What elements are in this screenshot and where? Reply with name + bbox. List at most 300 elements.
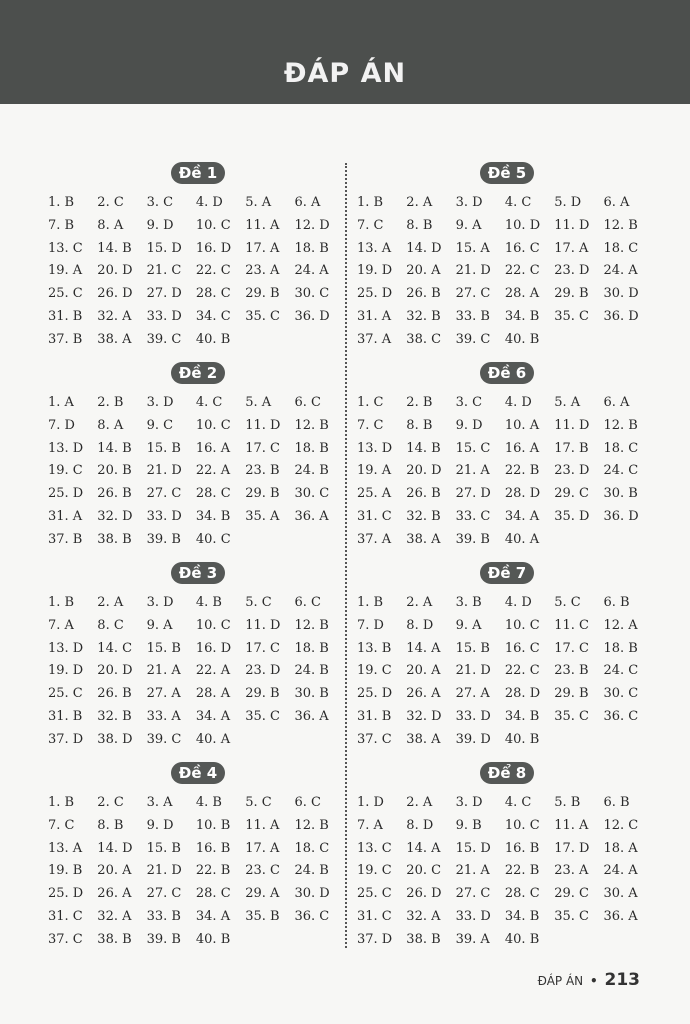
answer-item: 26. B (97, 686, 132, 702)
answer-item: 22. C (504, 263, 540, 279)
answer-item: 19. A (357, 463, 392, 479)
answer-item: 2. A (406, 195, 433, 210)
answer-item: 27. C (146, 886, 182, 902)
answer-item: 28. C (195, 486, 231, 502)
answer-item: 28. A (195, 686, 231, 702)
answer-item: 23. C (245, 863, 280, 879)
answer-item: 9. A (455, 217, 482, 233)
answer-item: 4. B (195, 795, 222, 810)
answer-item: 20. C (406, 863, 442, 879)
answer-item: 10. A (504, 417, 540, 433)
answer-item: 35. B (245, 908, 280, 924)
answer-item: 22. B (504, 863, 540, 879)
answer-item: 13. D (48, 640, 84, 656)
answer-item: 18. C (603, 440, 639, 456)
answer-item: 32. B (97, 708, 132, 724)
answer-item: 4. B (195, 595, 222, 610)
answer-item: 1. C (357, 395, 384, 410)
answer-item: 35. C (554, 908, 589, 924)
answer-item: 6. A (603, 395, 630, 410)
answer-item: 10. D (504, 217, 541, 233)
answer-item: 15. B (146, 640, 181, 656)
answer-item: 15. D (146, 240, 182, 256)
answer-item: 28. C (504, 886, 540, 902)
answer-item: 30. B (603, 486, 638, 502)
answer-item: 33. D (455, 708, 491, 724)
answer-item: 17. C (245, 640, 280, 656)
answer-item: 15. A (455, 240, 490, 256)
answer-item: 36. A (294, 508, 329, 524)
answer-item: 14. A (406, 640, 441, 656)
answer-item: 25. C (48, 286, 83, 302)
answer-item: 19. D (357, 263, 393, 279)
answer-item: 34. C (195, 308, 231, 324)
answer-item: 40. B (195, 331, 231, 347)
answer-item: 22. C (504, 663, 540, 679)
answer-item: 36. D (603, 508, 639, 524)
answer-item: 21. A (146, 663, 181, 679)
answer-item: 25. D (48, 886, 84, 902)
answer-item: 4. D (504, 595, 532, 610)
answer-item: 40. B (195, 931, 231, 947)
answer-grid (48, 792, 348, 952)
answer-item: 12. B (603, 217, 638, 233)
answer-item: 19. D (48, 663, 84, 679)
answer-item: 16. C (504, 240, 540, 256)
answer-item: 31. C (357, 508, 392, 524)
answer-item: 10. B (195, 817, 231, 833)
answer-item: 23. D (554, 463, 590, 479)
answer-section (48, 362, 348, 562)
answer-item: 14. C (97, 640, 133, 656)
answer-item: 29. C (554, 886, 589, 902)
answer-item: 37. B (48, 531, 83, 547)
answer-item: 38. C (406, 331, 442, 347)
section-title: Đề 7 (480, 562, 534, 584)
answer-item: 33. D (455, 908, 491, 924)
answer-item: 27. D (455, 486, 491, 502)
answer-item: 6. C (294, 795, 321, 810)
answer-item: 27. A (455, 686, 490, 702)
answer-item: 20. A (97, 863, 132, 879)
answer-item: 38. A (406, 731, 441, 747)
answer-item: 22. B (195, 863, 231, 879)
answer-item: 11. D (245, 417, 281, 433)
answer-item: 25. D (357, 286, 393, 302)
answer-item: 9. C (146, 417, 174, 433)
answer-item: 14. B (97, 240, 132, 256)
answer-item: 27. C (455, 886, 491, 902)
answer-item: 7. C (357, 217, 384, 233)
answer-item: 18. A (603, 840, 638, 856)
answer-item: 13. A (48, 840, 83, 856)
answer-item: 25. A (357, 486, 392, 502)
answer-item: 6. B (603, 595, 630, 610)
section-title: Đề 6 (480, 362, 534, 384)
answer-item: 27. C (146, 486, 182, 502)
answer-item: 8. B (97, 817, 124, 833)
answer-item: 32. D (97, 508, 133, 524)
answer-item: 39. D (455, 731, 491, 747)
answer-grid (48, 192, 348, 352)
answer-item: 24. A (294, 263, 329, 279)
answer-item: 24. C (603, 463, 639, 479)
answer-item: 13. C (48, 240, 83, 256)
answer-item: 17. A (554, 240, 589, 256)
answer-item: 26. B (406, 486, 441, 502)
answer-item: 38. B (97, 531, 132, 547)
answer-item: 14. D (406, 240, 442, 256)
answer-item: 32. B (406, 508, 441, 524)
answer-item: 18. C (294, 840, 330, 856)
answer-item: 21. A (455, 863, 490, 879)
answer-item: 23. A (245, 263, 280, 279)
answer-item: 3. D (146, 395, 174, 410)
answer-item: 29. C (554, 486, 589, 502)
answer-item: 26. D (97, 286, 133, 302)
answer-item: 37. A (357, 331, 392, 347)
answer-item: 7. A (357, 817, 383, 833)
answer-item: 29. A (245, 886, 280, 902)
answer-item: 4. C (504, 195, 532, 210)
answer-item: 1. B (357, 195, 384, 210)
answer-item: 28. D (504, 486, 541, 502)
answer-item: 29. B (245, 686, 280, 702)
answer-item: 6. B (603, 795, 630, 810)
answer-item: 39. B (146, 531, 181, 547)
answer-item: 8. B (406, 417, 433, 433)
answer-item: 35. A (245, 508, 280, 524)
answer-item: 30. D (294, 886, 330, 902)
answer-item: 31. B (48, 708, 83, 724)
left-column (48, 162, 348, 962)
answer-item: 15. C (455, 440, 491, 456)
answer-item: 12. A (603, 617, 638, 633)
answer-item: 3. C (455, 395, 483, 410)
answer-item: 33. B (146, 908, 181, 924)
answer-item: 34. B (504, 708, 540, 724)
section-title: Đề 2 (171, 362, 225, 384)
answer-item: 20. D (97, 663, 133, 679)
answer-section (357, 162, 657, 362)
answer-item: 40. C (195, 531, 231, 547)
answer-item: 33. B (455, 308, 490, 324)
answer-item: 27. D (146, 286, 182, 302)
answer-item: 11. D (554, 217, 590, 233)
answer-item: 26. A (97, 886, 132, 902)
answer-item: 9. B (455, 817, 482, 833)
answer-item: 15. B (455, 640, 490, 656)
footer-separator: • (590, 974, 598, 988)
page-number: 213 (604, 970, 640, 990)
answer-item: 16. D (195, 240, 232, 256)
answer-item: 26. A (406, 686, 441, 702)
answer-item: 16. D (195, 640, 232, 656)
answer-item: 37. A (357, 531, 392, 547)
answer-item: 39. C (146, 731, 182, 747)
answer-item: 35. C (245, 308, 280, 324)
answer-item: 23. B (245, 463, 280, 479)
answer-item: 19. C (48, 463, 83, 479)
answer-item: 32. D (406, 708, 442, 724)
answer-item: 36. A (294, 708, 329, 724)
answer-item: 20. D (406, 463, 442, 479)
answer-item: 28. C (195, 286, 231, 302)
answer-item: 23. D (554, 263, 590, 279)
answer-item: 36. C (603, 708, 639, 724)
answer-item: 37. D (48, 731, 84, 747)
answer-item: 1. A (48, 395, 74, 410)
answer-item: 3. A (146, 795, 173, 810)
answer-item: 35. C (554, 708, 589, 724)
answer-item: 39. A (455, 931, 490, 947)
answer-item: 9. D (146, 217, 174, 233)
answer-item: 31. B (48, 308, 83, 324)
answer-section (357, 362, 657, 562)
answer-item: 9. D (455, 417, 483, 433)
answer-item: 2. A (406, 795, 433, 810)
answer-item: 11. D (245, 617, 281, 633)
answer-item: 27. A (146, 686, 181, 702)
answer-item: 3. D (455, 195, 483, 210)
answer-item: 31. A (357, 308, 392, 324)
answer-item: 2. A (97, 595, 124, 610)
answer-item: 8. D (406, 617, 434, 633)
answer-grid (357, 192, 657, 352)
answer-item: 23. D (245, 663, 281, 679)
answer-item: 12. B (294, 817, 329, 833)
page-title: ĐÁP ÁN (283, 58, 407, 89)
answer-item: 34. A (195, 908, 231, 924)
answer-item: 17. A (245, 840, 280, 856)
answer-item: 18. B (294, 240, 329, 256)
answer-item: 5. A (554, 395, 581, 410)
answer-item: 34. B (504, 908, 540, 924)
answer-item: 12. C (603, 817, 639, 833)
answer-item: 30. B (294, 686, 329, 702)
answer-item: 36. A (603, 908, 638, 924)
answer-item: 34. B (504, 308, 540, 324)
answer-item: 1. D (357, 795, 384, 810)
page-header (0, 0, 690, 104)
answer-item: 29. B (554, 686, 589, 702)
answer-item: 7. B (48, 217, 75, 233)
answer-grid (357, 792, 657, 952)
answer-item: 1. B (48, 795, 75, 810)
answer-item: 23. B (554, 663, 589, 679)
answer-item: 4. D (195, 195, 223, 210)
answer-item: 36. D (603, 308, 639, 324)
answer-item: 3. D (146, 595, 174, 610)
answer-item: 16. A (195, 440, 231, 456)
answer-item: 8. A (97, 417, 124, 433)
answer-item: 19. C (357, 863, 392, 879)
answer-item: 7. C (357, 417, 384, 433)
answer-item: 36. D (294, 308, 330, 324)
answer-item: 26. B (406, 286, 441, 302)
answer-item: 20. A (406, 263, 441, 279)
answer-section (48, 762, 348, 962)
answer-section (357, 562, 657, 762)
answer-item: 13. C (357, 840, 392, 856)
answer-item: 28. A (504, 286, 540, 302)
answer-item: 26. D (406, 886, 442, 902)
answer-item: 11. D (554, 417, 590, 433)
answer-item: 12. D (294, 217, 330, 233)
answer-section (48, 162, 348, 362)
answer-item: 14. B (406, 440, 441, 456)
answer-item: 19. B (48, 863, 83, 879)
answer-item: 35. C (245, 708, 280, 724)
answer-item: 21. C (146, 263, 182, 279)
answer-item: 3. C (146, 195, 174, 210)
answer-item: 8. D (406, 817, 434, 833)
answer-item: 14. A (406, 840, 441, 856)
answer-item: 15. B (146, 840, 181, 856)
answer-item: 39. B (455, 531, 490, 547)
answer-item: 13. B (357, 640, 392, 656)
answer-item: 15. D (455, 840, 491, 856)
answer-item: 30. C (603, 686, 639, 702)
answer-item: 5. C (245, 795, 272, 810)
answer-item: 12. B (294, 617, 329, 633)
answer-section (48, 562, 348, 762)
answer-item: 20. D (97, 263, 133, 279)
answer-item: 32. A (97, 308, 132, 324)
answer-item: 4. C (195, 395, 223, 410)
answer-item: 2. B (406, 395, 433, 410)
answer-item: 40. B (504, 931, 540, 947)
answer-item: 29. B (245, 286, 280, 302)
answer-item: 24. B (294, 863, 329, 879)
answer-item: 16. C (504, 640, 540, 656)
answer-item: 31. C (357, 908, 392, 924)
answer-item: 30. A (603, 886, 638, 902)
answer-item: 21. D (146, 863, 182, 879)
answer-item: 33. A (146, 708, 181, 724)
answer-item: 12. B (294, 417, 329, 433)
answer-grid (357, 392, 657, 552)
answer-item: 9. A (455, 617, 482, 633)
answer-item: 3. B (455, 595, 482, 610)
answer-item: 18. B (294, 440, 329, 456)
answer-item: 34. A (504, 508, 540, 524)
answer-item: 17. A (245, 240, 280, 256)
answer-item: 26. B (97, 486, 132, 502)
answer-item: 17. C (554, 640, 589, 656)
answer-item: 23. A (554, 863, 589, 879)
answer-item: 10. C (195, 417, 231, 433)
right-column (357, 162, 657, 962)
answer-item: 14. D (97, 840, 133, 856)
answer-item: 40. A (195, 731, 231, 747)
answer-item: 1. B (48, 195, 75, 210)
answer-item: 22. A (195, 663, 231, 679)
answer-item: 6. C (294, 595, 321, 610)
answer-item: 6. A (603, 195, 630, 210)
answer-item: 18. B (603, 640, 638, 656)
section-title: Đề 5 (480, 162, 534, 184)
answer-item: 6. A (294, 195, 321, 210)
answer-item: 28. D (504, 686, 541, 702)
answer-item: 39. C (455, 331, 491, 347)
answer-item: 21. D (455, 263, 491, 279)
answer-item: 10. C (195, 617, 231, 633)
answer-item: 31. B (357, 708, 392, 724)
answer-item: 9. D (146, 817, 174, 833)
answer-item: 10. C (504, 817, 540, 833)
answer-item: 35. D (554, 508, 590, 524)
answer-item: 37. C (48, 931, 83, 947)
answer-item: 31. C (48, 908, 83, 924)
answer-item: 24. B (294, 663, 329, 679)
answer-item: 5. D (554, 195, 582, 210)
answer-item: 12. B (603, 417, 638, 433)
answer-item: 21. D (146, 463, 182, 479)
section-title: Đề 1 (171, 162, 225, 184)
answer-item: 25. D (357, 686, 393, 702)
answer-item: 40. A (504, 531, 540, 547)
answer-item: 8. B (406, 217, 433, 233)
answer-item: 4. C (504, 795, 532, 810)
answer-item: 24. B (294, 463, 329, 479)
answer-item: 5. A (245, 395, 272, 410)
answer-item: 40. B (504, 331, 540, 347)
answer-item: 37. C (357, 731, 392, 747)
answer-item: 27. C (455, 286, 491, 302)
answer-item: 32. A (97, 908, 132, 924)
answer-item: 2. B (97, 395, 124, 410)
answer-item: 8. A (97, 217, 124, 233)
answer-item: 33. D (146, 508, 182, 524)
answer-item: 38. B (406, 931, 441, 947)
answer-item: 10. C (504, 617, 540, 633)
answer-item: 14. B (97, 440, 132, 456)
answer-item: 9. A (146, 617, 173, 633)
answer-item: 39. C (146, 331, 182, 347)
answer-item: 11. A (245, 817, 280, 833)
answer-grid (48, 392, 348, 552)
answer-item: 28. C (195, 886, 231, 902)
answer-item: 24. A (603, 863, 638, 879)
answer-item: 5. B (554, 795, 581, 810)
answer-item: 29. B (245, 486, 280, 502)
answer-item: 2. C (97, 195, 124, 210)
answer-item: 7. A (48, 617, 74, 633)
answer-item: 2. A (406, 595, 433, 610)
answer-item: 21. D (455, 663, 491, 679)
answer-item: 35. C (554, 308, 589, 324)
answer-item: 25. C (357, 886, 392, 902)
answer-item: 17. D (554, 840, 590, 856)
section-title: Để 8 (480, 762, 534, 784)
answer-grid (357, 592, 657, 752)
answer-item: 29. B (554, 286, 589, 302)
answer-item: 8. C (97, 617, 124, 633)
answer-item: 15. B (146, 440, 181, 456)
answer-item: 34. B (195, 508, 231, 524)
answer-item: 40. B (504, 731, 540, 747)
section-title: Đề 3 (171, 562, 225, 584)
answer-item: 38. B (97, 931, 132, 947)
answer-item: 13. D (357, 440, 393, 456)
answer-item: 34. A (195, 708, 231, 724)
section-title: Đề 4 (171, 762, 225, 784)
answer-item: 22. B (504, 463, 540, 479)
answer-item: 10. C (195, 217, 231, 233)
answer-item: 33. D (146, 308, 182, 324)
answer-item: 13. D (48, 440, 84, 456)
